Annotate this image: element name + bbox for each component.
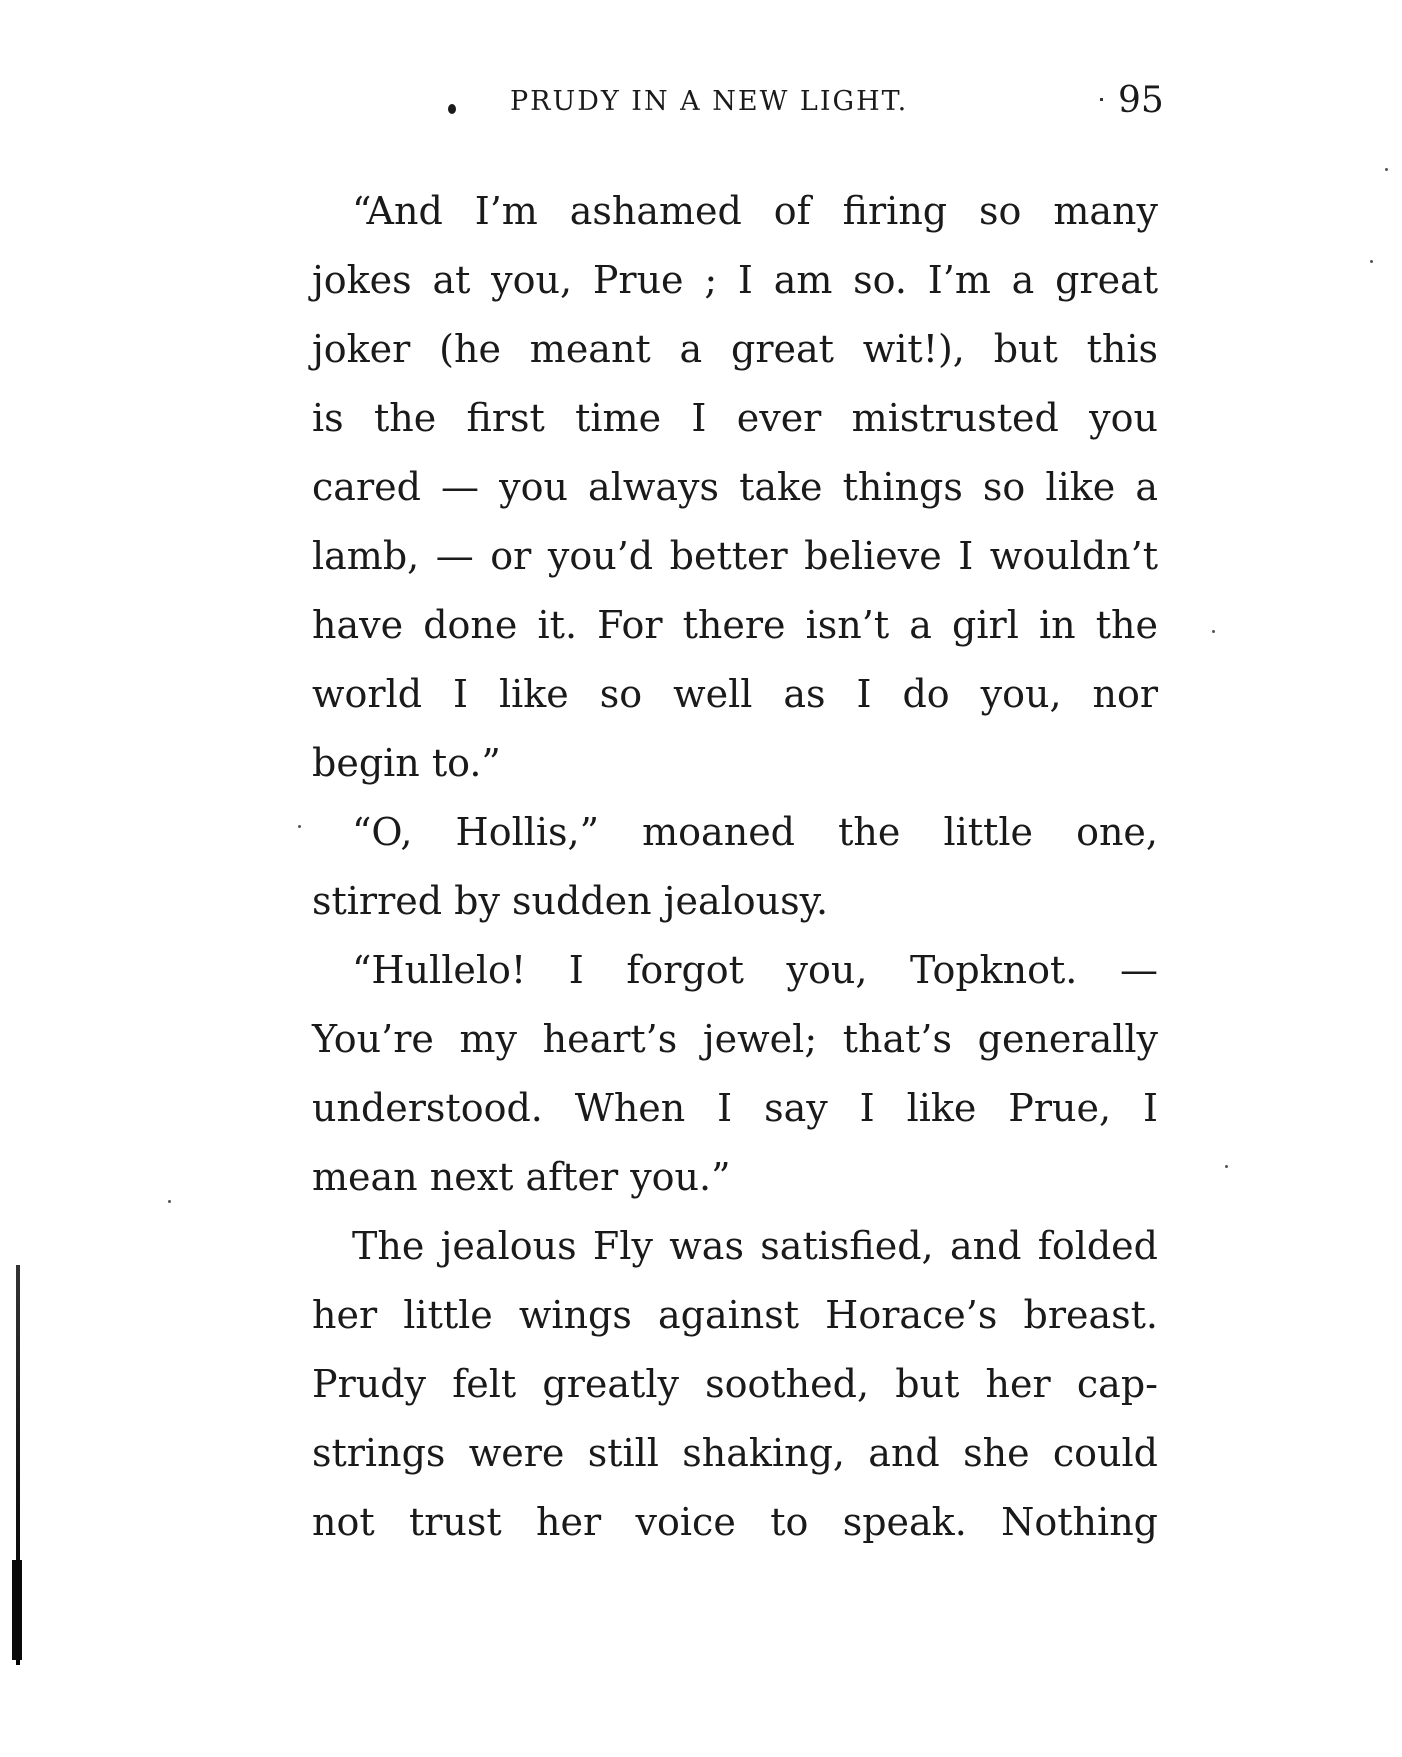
text-line: stirred by sudden jealousy. xyxy=(312,879,829,923)
text-line: cared — you always take things so like a xyxy=(312,465,1158,509)
ink-speck-mark xyxy=(1100,98,1103,101)
scan-speck xyxy=(168,1200,171,1203)
running-title: PRUDY IN A NEW LIGHT. xyxy=(510,86,909,117)
scan-speck xyxy=(1225,1165,1228,1168)
text-line: have done it. For there isn’t a girl in the xyxy=(312,603,1158,647)
text-line: begin to.” xyxy=(312,741,501,785)
text-line: “Hullelo! I forgot you, Topknot. — xyxy=(352,948,1158,992)
text-line: her little wings against Horace’s breast. xyxy=(312,1293,1158,1337)
text-line: lamb, — or you’d better believe I wouldn’t xyxy=(312,534,1158,578)
ink-dot-mark xyxy=(448,104,456,114)
text-line: Prudy felt greatly soothed, but her cap- xyxy=(312,1362,1158,1406)
scan-speck xyxy=(1370,260,1373,263)
text-line: world I like so well as I do you, nor xyxy=(312,672,1158,716)
text-line: jokes at you, Prue ; I am so. I’m a great xyxy=(312,258,1158,302)
text-line: joker (he meant a great wit!), but this xyxy=(312,327,1158,371)
text-line: not trust her voice to speak. Nothing xyxy=(312,1500,1158,1544)
text-line: strings were still shaking, and she could xyxy=(312,1431,1158,1475)
text-line: mean next after you.” xyxy=(312,1155,731,1199)
text-line: “And I’m ashamed of firing so many xyxy=(352,189,1158,233)
text-line: “O, Hollis,” moaned the little one, xyxy=(352,810,1158,854)
text-line: You’re my heart’s jewel; that’s generally xyxy=(312,1017,1158,1061)
text-line: understood. When I say I like Prue, I xyxy=(312,1086,1158,1130)
text-line: The jealous Fly was satisfied, and folded xyxy=(352,1224,1158,1268)
margin-scan-bar xyxy=(12,1560,22,1660)
scan-speck xyxy=(1212,630,1215,633)
page-number: 95 xyxy=(1118,80,1164,121)
scan-speck xyxy=(298,825,301,828)
scan-speck xyxy=(1385,168,1388,171)
text-line: is the first time I ever mistrusted you xyxy=(312,396,1158,440)
